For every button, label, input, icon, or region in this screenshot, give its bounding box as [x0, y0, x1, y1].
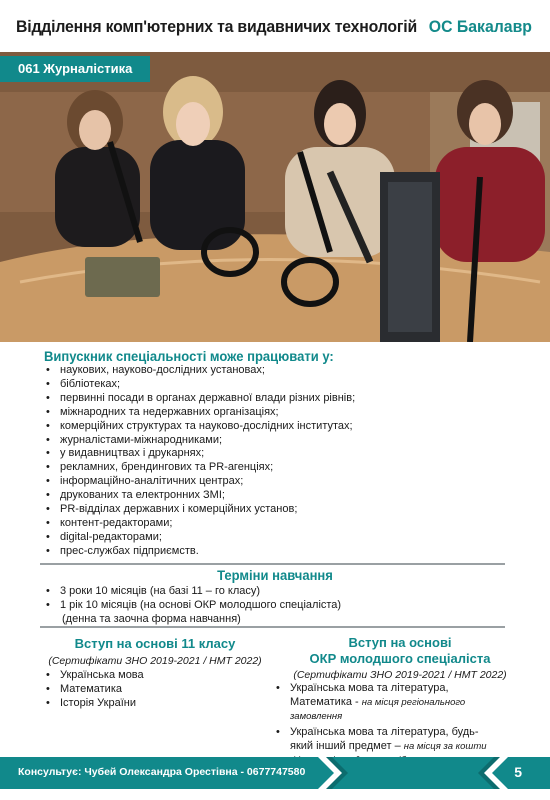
list-item: • у видавництвах і друкарнях;: [44, 447, 355, 461]
terms-list: [44, 585, 341, 627]
item-note: на місця за кошти: [403, 740, 487, 752]
page-number: 5: [514, 764, 522, 780]
careers-list: [44, 364, 355, 559]
list-item: • контент-редакторами;: [44, 517, 355, 531]
careers-title: Випускник спеціальності може працювати у:: [44, 348, 334, 364]
list-item: • прес-службах підприємств.: [44, 545, 355, 559]
admission-11-note: (Сертифікати ЗНО 2019-2021 / НМТ 2022): [48, 655, 262, 667]
list-item: • 1 рік 10 місяців (на основі ОКР молодшого спеціаліста): [44, 599, 341, 613]
admission-11-title: Вступ на основі 11 класу: [74, 636, 236, 651]
specialty-label: 061 Журналістика: [18, 61, 133, 76]
item-note: на місця регіонального: [361, 696, 466, 708]
list-item: [274, 682, 487, 724]
admission-jr-title-line1: Вступ на основі: [348, 635, 452, 650]
chevron-right-icon: [318, 757, 358, 789]
page-footer: [0, 757, 550, 789]
admission-jr-title-line2: ОКР молодшого спеціаліста: [309, 651, 491, 666]
list-item-note: [44, 613, 341, 627]
item-text: Українська мова та література,: [290, 682, 449, 694]
item-note: замовлення: [290, 710, 343, 722]
list-item: • журналістами-міжнародниками;: [44, 434, 355, 448]
contact-info: Консультує: Чубей Олександра Орестівна - 0677747580: [18, 766, 306, 778]
list-item: • інформаційно-аналітичних центрах;: [44, 475, 355, 489]
admission-jr-subjects: [274, 682, 487, 767]
terms-title: Терміни навчання: [217, 567, 333, 583]
list-item: • міжнародних та недержавних організаціях;: [44, 406, 355, 420]
item-text: Математика -: [290, 695, 362, 708]
list-item: • PR-відділах державних і комерційних установ;: [44, 503, 355, 517]
divider: [40, 563, 505, 565]
specialty-tag: [0, 56, 150, 82]
list-item: • рекламних, брендингових та PR-агенціях;: [44, 461, 355, 475]
list-item: • 3 роки 10 місяців (на базі 11 – го класу): [44, 585, 341, 599]
admission-11-subjects: [44, 669, 144, 711]
admission-jr-title: [270, 635, 530, 667]
page-header: [0, 0, 550, 60]
chevron-left-icon: [468, 757, 508, 789]
studio-photo: [0, 52, 550, 342]
item-text: який інший предмет –: [290, 739, 404, 752]
list-item: • друкованих та електронних ЗМІ;: [44, 489, 355, 503]
degree-level: ОС Бакалавр: [428, 17, 532, 36]
list-item: • первинні посади в органах державної влади різних рівнів;: [44, 392, 355, 406]
list-item: • комерційних структурах та науково-дослідних інститутах;: [44, 420, 355, 434]
department-title: Відділення комп'ютерних та видавничих технологій: [16, 17, 417, 36]
list-item: • Історія України: [44, 697, 144, 711]
form-note: (денна та заочна форма навчання): [62, 612, 241, 625]
list-item: • бібліотеках;: [44, 378, 355, 392]
list-item: • Математика: [44, 683, 144, 697]
list-item: • наукових, науково-дослідних установах;: [44, 364, 355, 378]
list-item: • Українська мова: [44, 669, 144, 683]
studio-photo-illustration: [0, 52, 550, 342]
list-item: • digital-редакторами;: [44, 531, 355, 545]
item-text: Українська мова та література, будь-: [290, 725, 479, 738]
admission-jr-note: (Сертифікати ЗНО 2019-2021 / НМТ 2022): [293, 669, 507, 681]
